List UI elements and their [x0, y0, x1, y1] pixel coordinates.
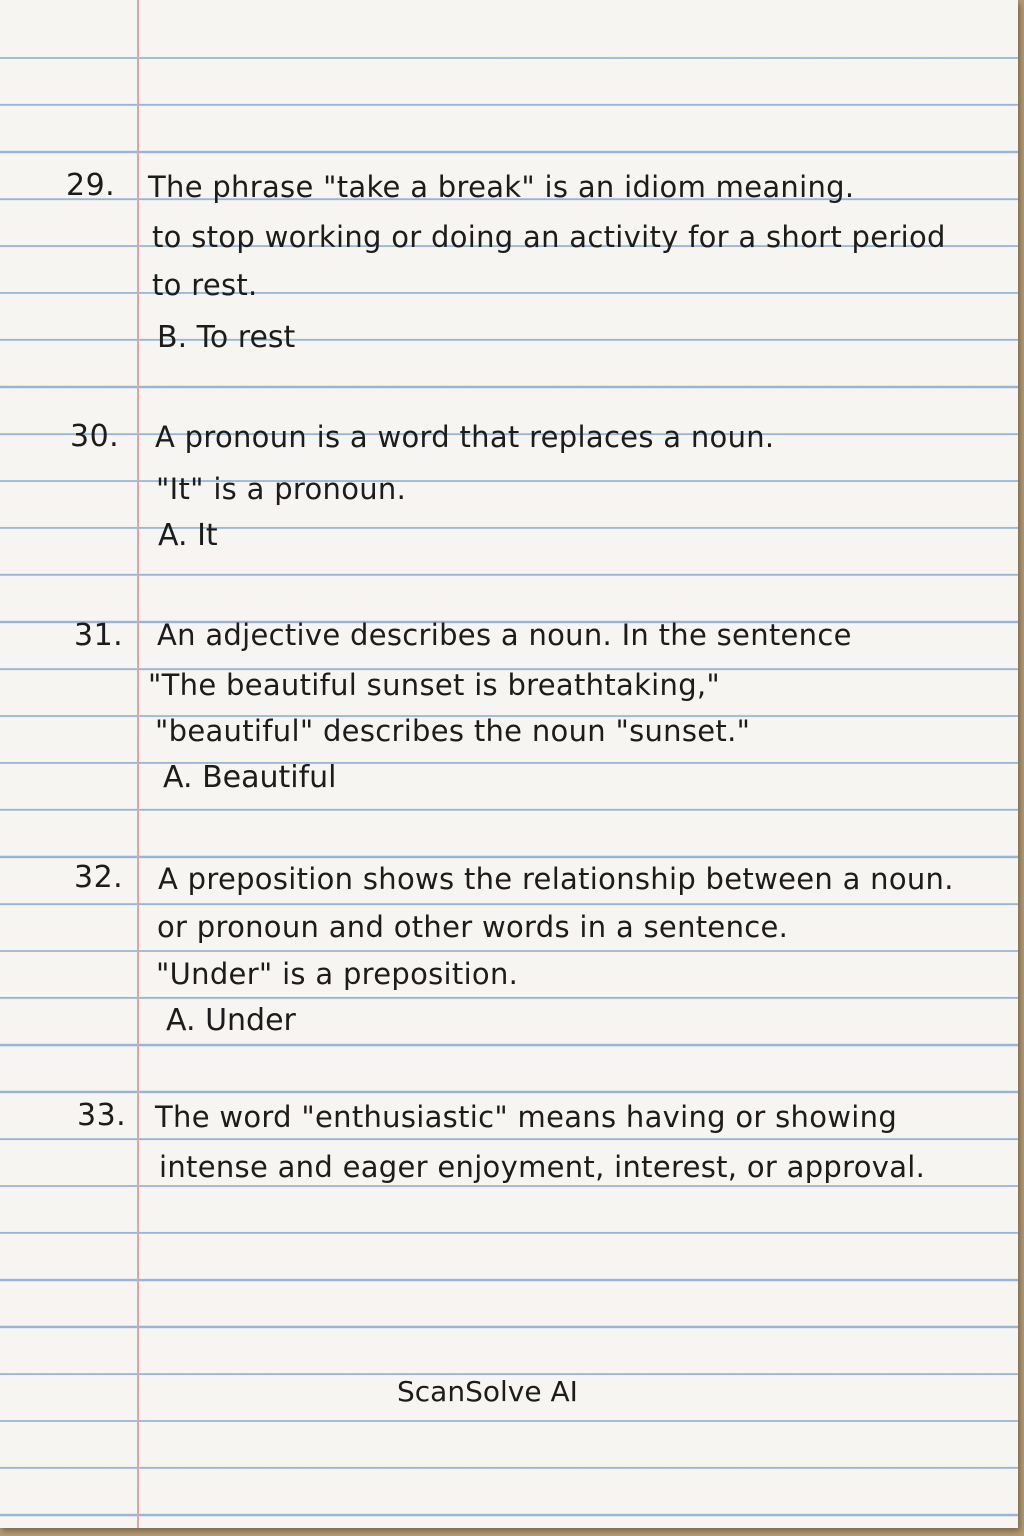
question-text-line: "It" is a pronoun.	[156, 472, 407, 506]
margin-line	[137, 0, 139, 1528]
question-number: 32.	[74, 860, 124, 895]
question-text-line: "Under" is a preposition.	[156, 957, 519, 991]
footer-watermark: ScanSolve AI	[397, 1375, 578, 1408]
question-text-line: or pronoun and other words in a sentence.	[157, 910, 789, 944]
answer-text: A. Beautiful	[163, 760, 337, 795]
question-text-line: The phrase "take a break" is an idiom meaning.	[148, 170, 855, 204]
answer-text: A. It	[158, 518, 218, 553]
question-text-line: intense and eager enjoyment, interest, or approval.	[159, 1150, 926, 1184]
question-number: 30.	[70, 419, 120, 454]
answer-text: A. Under	[166, 1003, 296, 1038]
answer-text: B. To rest	[157, 320, 296, 355]
question-text-line: to rest.	[152, 268, 258, 302]
question-number: 33.	[77, 1098, 127, 1133]
question-text-line: A pronoun is a word that replaces a noun.	[155, 420, 775, 454]
question-number: 29.	[66, 168, 116, 203]
question-text-line: The word "enthusiastic" means having or showing	[155, 1100, 898, 1134]
question-number: 31.	[74, 618, 124, 653]
question-text-line: A preposition shows the relationship between a noun.	[158, 862, 954, 896]
question-text-line: An adjective describes a noun. In the sentence	[157, 618, 852, 652]
question-text-line: "beautiful" describes the noun "sunset."	[155, 714, 751, 748]
question-text-line: "The beautiful sunset is breathtaking,"	[148, 668, 721, 702]
question-text-line: to stop working or doing an activity for a short period	[152, 220, 946, 254]
